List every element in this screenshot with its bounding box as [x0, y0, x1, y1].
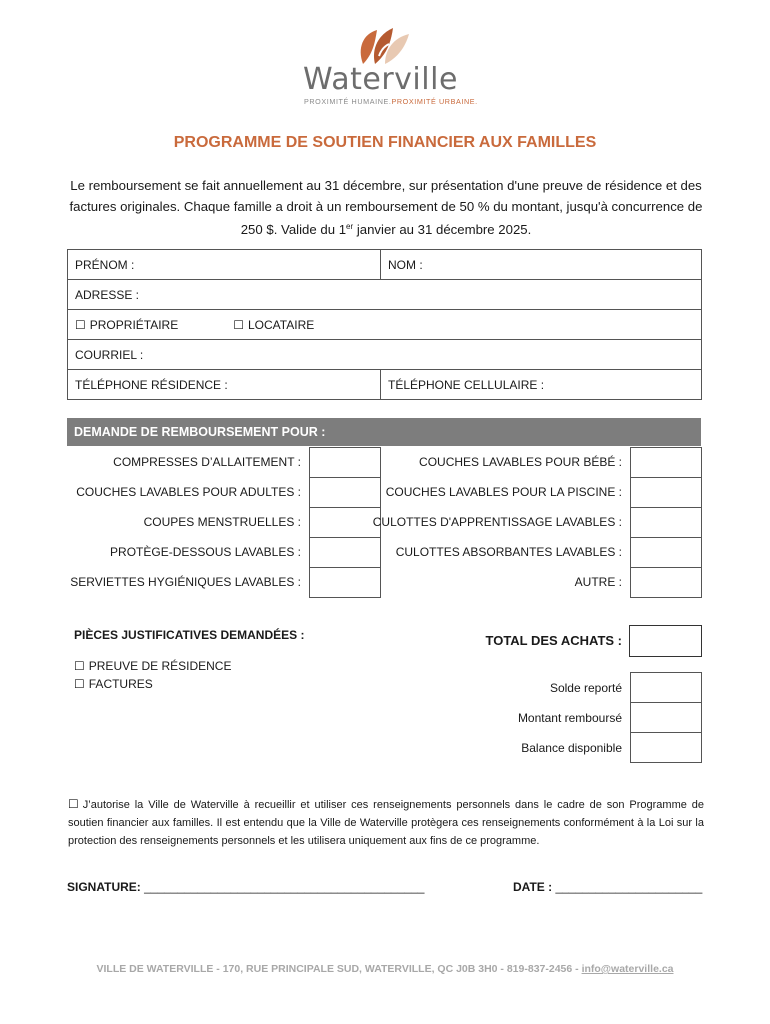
- waterville-logo-icon: [355, 26, 415, 66]
- item-couches-bebe-label: COUCHES LAVABLES POUR BÉBÉ :: [419, 455, 622, 469]
- tel-residence-label: TÉLÉPHONE RÉSIDENCE :: [75, 377, 228, 392]
- locataire-label: LOCATAIRE: [248, 317, 315, 332]
- item-compresses-label: COMPRESSES D’ALLAITEMENT :: [113, 455, 301, 469]
- doc-factures: [74, 677, 153, 691]
- consent-checkbox[interactable]: ☐: [68, 797, 79, 811]
- balance-disponible-box[interactable]: [630, 732, 702, 763]
- footer-email-link[interactable]: info@waterville.ca: [581, 963, 674, 975]
- residence-type-row: [67, 309, 702, 340]
- signature-row: [67, 880, 424, 894]
- nom-label: NOM :: [388, 257, 423, 272]
- total-achats-box[interactable]: [629, 625, 702, 657]
- amount-box-protege-dessous[interactable]: [309, 537, 381, 568]
- prenom-field[interactable]: [67, 249, 381, 280]
- intro-text-1: Le remboursement se fait annuellement au 31 décembre, sur présentation d'une preuve de résidence et des factures originales. Chaque famille a droit à un remboursement de 50 % du montant, jusqu'à concurrence de 250 $. Valide du 1: [69, 178, 703, 237]
- doc-preuve-residence: [74, 659, 231, 673]
- factures-checkbox[interactable]: ☐: [74, 677, 85, 691]
- item-protege-dessous-label: PROTÈGE-DESSOUS LAVABLES :: [110, 545, 301, 559]
- amount-box-compresses[interactable]: [309, 447, 381, 478]
- logo-tagline: [304, 97, 478, 106]
- montant-rembourse-box[interactable]: [630, 702, 702, 733]
- intro-text-2: janvier au 31 décembre 2025.: [353, 222, 532, 237]
- tel-cellulaire-field[interactable]: [380, 369, 702, 400]
- logo-wordmark: Waterville: [303, 62, 458, 97]
- item-serviettes-label: SERVIETTES HYGIÉNIQUES LAVABLES :: [70, 575, 301, 589]
- preuve-residence-checkbox[interactable]: ☐: [74, 659, 85, 673]
- proprietaire-label: PROPRIÉTAIRE: [89, 317, 179, 332]
- item-culottes-apprentissage-label: CULOTTES D'APPRENTISSAGE LAVABLES :: [372, 515, 622, 529]
- proprietaire-checkbox[interactable]: ☐: [75, 317, 86, 332]
- locataire-checkbox[interactable]: ☐: [233, 317, 244, 332]
- item-couches-piscine-label: COUCHES LAVABLES POUR LA PISCINE :: [385, 485, 622, 499]
- request-header: DEMANDE DE REMBOURSEMENT POUR :: [67, 418, 701, 446]
- courriel-field[interactable]: [67, 339, 702, 370]
- tel-cellulaire-label: TÉLÉPHONE CELLULAIRE :: [388, 377, 545, 392]
- consent-text: J’autorise la Ville de Waterville à recueillir et utiliser ces renseignements personnels dans le cadre de son Programme de soutien financier aux familles. Il est entendu que la Ville de Waterville protègera ces renseignements conformément à la Loi sur la protection des renseignements personnels et les utilisera uniquement aux fins de ce programme.: [68, 799, 704, 847]
- adresse-label: ADRESSE :: [75, 287, 140, 302]
- adresse-field[interactable]: [67, 279, 702, 310]
- amount-box-couches-piscine[interactable]: [630, 477, 702, 508]
- consent-paragraph: [68, 795, 704, 850]
- total-achats-label: TOTAL DES ACHATS :: [485, 633, 622, 648]
- date-label: DATE :: [513, 880, 553, 894]
- date-row: [513, 880, 702, 894]
- amount-box-couches-bebe[interactable]: [630, 447, 702, 478]
- amount-box-couches-adultes[interactable]: [309, 477, 381, 508]
- intro-paragraph: [66, 176, 706, 241]
- solde-reporte-label: Solde reporté: [549, 681, 622, 695]
- form-title: PROGRAMME DE SOUTIEN FINANCIER AUX FAMILLES: [173, 134, 597, 151]
- signature-line[interactable]: __________________________________________: [144, 880, 425, 894]
- amount-box-coupes[interactable]: [309, 507, 381, 538]
- factures-label: FACTURES: [88, 677, 153, 691]
- footer-text: VILLE DE WATERVILLE - 170, RUE PRINCIPALE SUD, WATERVILLE, QC J0B 3H0 - 819-837-2456 -: [96, 963, 582, 975]
- prenom-label: PRÉNOM :: [75, 257, 135, 272]
- montant-rembourse-label: Montant remboursé: [517, 711, 622, 725]
- item-autre-label: AUTRE :: [574, 575, 622, 589]
- amount-box-culottes-absorbantes[interactable]: [630, 537, 702, 568]
- tel-residence-field[interactable]: [67, 369, 381, 400]
- intro-superscript: er: [346, 222, 354, 231]
- item-couches-adultes-label: COUCHES LAVABLES POUR ADULTES :: [76, 485, 301, 499]
- tagline-urban: PROXIMITÉ URBAINE.: [391, 97, 478, 106]
- date-line[interactable]: ______________________: [555, 880, 703, 894]
- amount-box-serviettes[interactable]: [309, 567, 381, 598]
- solde-reporte-box[interactable]: [630, 672, 702, 703]
- balance-disponible-label: Balance disponible: [521, 741, 622, 755]
- footer-address: [0, 963, 770, 975]
- amount-box-autre[interactable]: [630, 567, 702, 598]
- nom-field[interactable]: [380, 249, 702, 280]
- amount-box-culottes-apprentissage[interactable]: [630, 507, 702, 538]
- item-culottes-absorbantes-label: CULOTTES ABSORBANTES LAVABLES :: [395, 545, 622, 559]
- courriel-label: COURRIEL :: [75, 347, 144, 362]
- signature-label: SIGNATURE:: [67, 880, 141, 894]
- documents-title: PIÈCES JUSTIFICATIVES DEMANDÉES :: [74, 628, 305, 642]
- item-coupes-label: COUPES MENSTRUELLES :: [143, 515, 301, 529]
- tagline-human: PROXIMITÉ HUMAINE.: [304, 97, 392, 106]
- preuve-residence-label: PREUVE DE RÉSIDENCE: [88, 659, 232, 673]
